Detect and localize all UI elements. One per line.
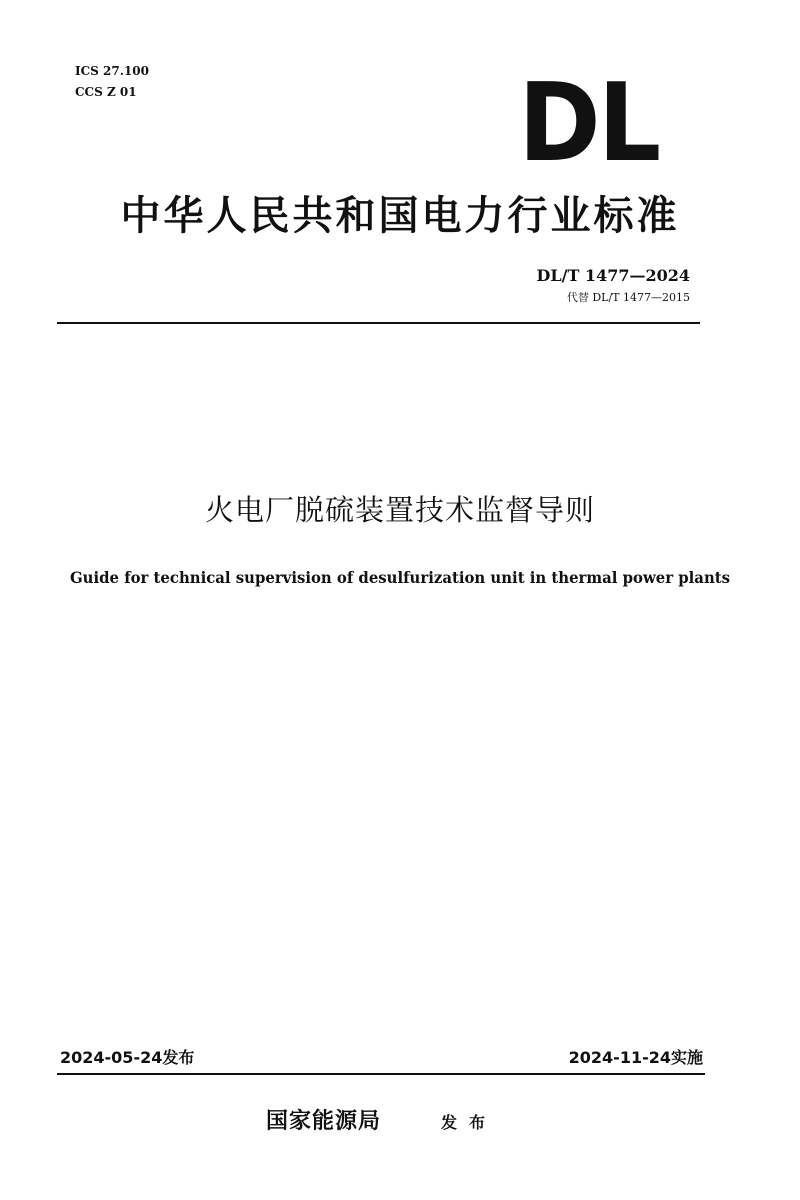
replaces-standard: 代替 DL/T 1477—2015 [566, 291, 690, 304]
ccs-code: CCS Z 01 [75, 85, 137, 99]
bottom-divider [57, 1073, 705, 1075]
standard-category-title: 中华人民共和国电力行业标准 [120, 193, 680, 239]
top-divider [57, 322, 700, 324]
ics-code: ICS 27.100 [75, 64, 149, 78]
issuing-authority: 国家能源局 [266, 1109, 382, 1134]
issued-label: 发布 [441, 1113, 498, 1132]
document-title-chinese: 火电厂脱硫装置技术监督导则 [204, 493, 595, 527]
dl-logo: DL [517, 61, 658, 186]
document-title-english: Guide for technical supervision of desulfurization unit in thermal power plants [69, 568, 731, 587]
issue-date: 2024-05-24发布 [60, 1048, 195, 1067]
standard-number: DL/T 1477—2024 [536, 266, 690, 285]
implementation-date: 2024-11-24实施 [568, 1048, 703, 1067]
